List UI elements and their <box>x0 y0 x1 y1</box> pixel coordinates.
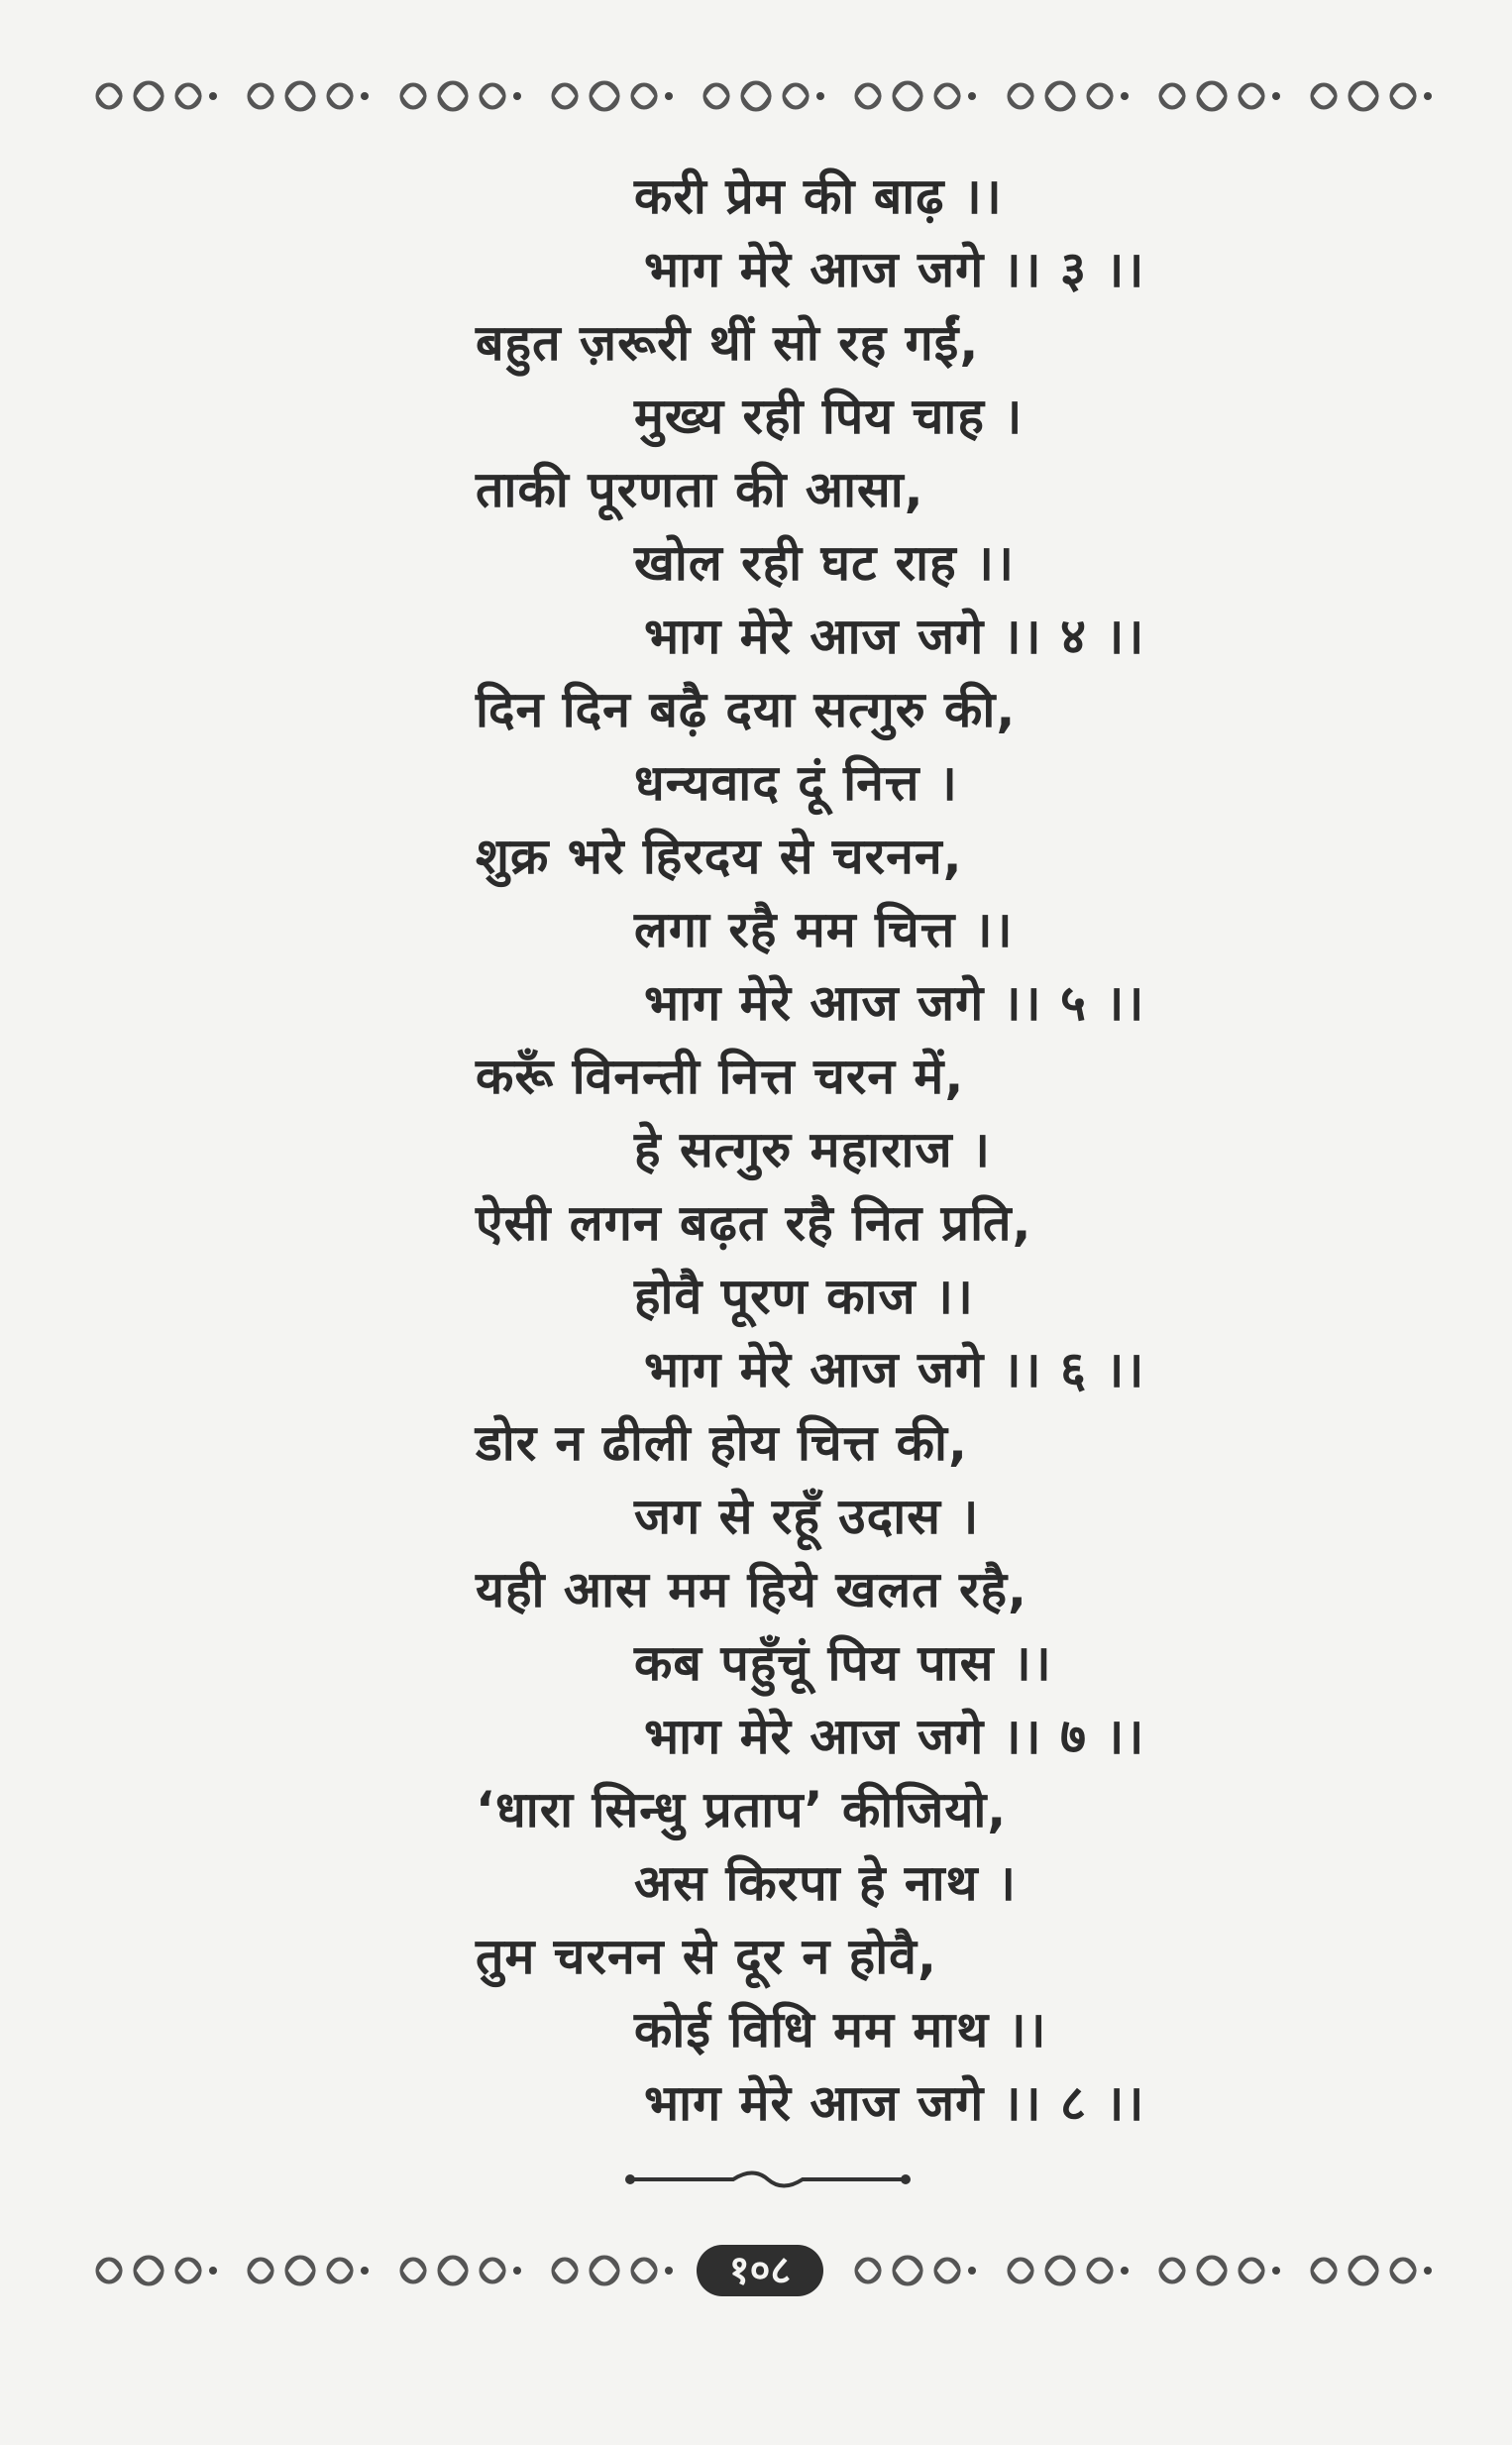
verse-line: लगा रहै मम चित्त ।। <box>634 901 1014 958</box>
refrain-line: भाग मेरे आज जगे ।। ३ ।। <box>644 241 1145 298</box>
refrain-line: भाग मेरे आज जगे ।। ७ ।। <box>644 1708 1145 1765</box>
floral-motif-icon <box>79 66 218 126</box>
top-floral-border <box>79 61 1433 131</box>
verse-line: ताकी पूरणता की आसा, <box>476 461 924 518</box>
verse-line: करूँ विनन्ती नित्त चरन में, <box>476 1048 965 1105</box>
floral-motif-icon <box>838 2241 977 2300</box>
floral-motif-icon <box>383 66 522 126</box>
verse-line: हे सत्गुरु महाराज । <box>634 1121 991 1178</box>
floral-motif-icon <box>1142 66 1281 126</box>
page-number: १०८ <box>697 2245 823 2296</box>
floral-motif-icon <box>991 66 1130 126</box>
verse-line: ‘धारा सिन्धु प्रताप’ कीजियो, <box>476 1781 1008 1838</box>
refrain-line: भाग मेरे आज जगे ।। ५ ।। <box>644 974 1145 1032</box>
divider-flourish-icon <box>624 2165 912 2194</box>
floral-motif-icon <box>1294 2241 1433 2300</box>
verse-line: होवै पूरण काज ।। <box>634 1268 974 1325</box>
verse-line: धन्यवाद दूं नित्त । <box>634 754 958 812</box>
verse-body <box>0 159 1512 2161</box>
refrain-line: भाग मेरे आज जगे ।। ४ ।। <box>644 608 1145 665</box>
verse-line: खोल रही घट राह ।। <box>634 534 1015 592</box>
verse-line: ऐसी लगन बढ़त रहै नित प्रति, <box>476 1194 1032 1252</box>
refrain-line: भाग मेरे आज जगे ।। ८ ।। <box>644 2074 1145 2132</box>
floral-motif-icon <box>383 2241 522 2300</box>
verse-line: कब पहुँचूं पिय पास ।। <box>634 1634 1052 1692</box>
floral-motif-icon <box>687 66 825 126</box>
verse-line: तुम चरनन से दूर न होवै, <box>476 1928 937 1985</box>
verse-line: अस किरपा हे नाथ । <box>634 1854 1017 1912</box>
floral-motif-icon <box>991 2241 1130 2300</box>
verse-line: जग से रहूँ उदास । <box>634 1488 980 1545</box>
floral-motif-icon <box>535 2241 674 2300</box>
verse-line: मुख्य रही पिय चाह । <box>634 388 1024 445</box>
verse-line: दिन दिन बढ़ै दया सत्गुरु की, <box>476 681 1017 738</box>
verse-line: शुक्र भरे हिरदय से चरनन, <box>476 828 963 885</box>
verse-line: कोई विधि मम माथ ।। <box>634 2001 1047 2058</box>
floral-motif-icon <box>838 66 977 126</box>
floral-motif-icon <box>1142 2241 1281 2300</box>
floral-motif-icon <box>535 66 674 126</box>
refrain-line: भाग मेरे आज जगे ।। ६ ।। <box>644 1341 1145 1398</box>
verse-line: यही आस मम हिये खलत रहै, <box>476 1561 1028 1618</box>
floral-motif-icon <box>79 2241 218 2300</box>
floral-motif-icon <box>1294 66 1433 126</box>
floral-motif-icon <box>231 66 370 126</box>
verse-line: डोर न ढीली होय चित्त की, <box>476 1414 968 1472</box>
floral-motif-icon <box>231 2241 370 2300</box>
verse-line: बहुत ज़रूरी थीं सो रह गईं, <box>476 314 980 372</box>
verse-line: करी प्रेम की बाढ़ ।। <box>634 167 1003 225</box>
